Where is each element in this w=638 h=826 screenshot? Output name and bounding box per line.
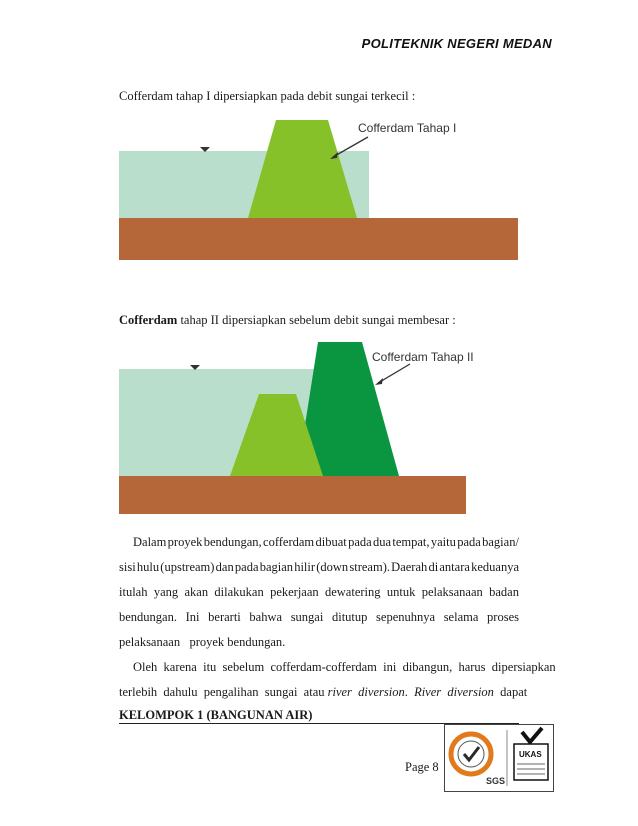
- ukas-text: UKAS: [519, 750, 542, 759]
- pointer-arrow: [378, 364, 410, 383]
- text-run: dapat: [493, 685, 528, 699]
- caption-stage-2-bold: Cofferdam: [119, 313, 178, 327]
- word: akan: [184, 585, 209, 599]
- text-run-italic: river diversion: [327, 685, 405, 699]
- paragraph-2: [119, 655, 556, 705]
- word: di: [428, 560, 439, 574]
- page-number: Page 8: [405, 760, 439, 774]
- word: bagian/: [482, 535, 519, 549]
- word: (down: [316, 560, 349, 574]
- word: pada: [457, 535, 481, 549]
- word: selama: [443, 610, 479, 624]
- word: pekerjaan: [270, 585, 319, 599]
- paragraph-line: [119, 680, 528, 705]
- paragraph-line: [119, 580, 519, 605]
- word: bendungan,: [203, 535, 262, 549]
- word: berarti: [208, 610, 241, 624]
- paragraph-1: [119, 530, 519, 655]
- text-run: terlebih dahulu pengalihan sungai atau: [119, 685, 328, 699]
- word: sisi: [119, 560, 136, 574]
- word: yaitu: [430, 535, 456, 549]
- word: pada: [348, 535, 372, 549]
- word: bendungan.: [119, 610, 177, 624]
- word: cofferdam: [263, 535, 315, 549]
- word: proyek: [167, 535, 203, 549]
- word: dewatering: [324, 585, 381, 599]
- certification-badges: [444, 724, 554, 792]
- header-institution: POLITEKNIK NEGERI MEDAN: [361, 36, 552, 51]
- paragraph-line: [119, 555, 519, 580]
- footer-title: KELOMPOK 1 (BANGUNAN AIR): [119, 708, 313, 722]
- word: stream).: [349, 560, 390, 574]
- word: yang: [153, 585, 179, 599]
- word: pada: [234, 560, 259, 574]
- word: sepenuhnya: [376, 610, 436, 624]
- word: hilir: [294, 560, 316, 574]
- word: antara: [439, 560, 470, 574]
- word: Daerah: [391, 560, 428, 574]
- word: dua: [373, 535, 392, 549]
- text-run: .: [404, 685, 415, 699]
- word: dilakukan: [214, 585, 264, 599]
- paragraph-line: [119, 530, 519, 555]
- text-run-italic: River diversion: [414, 685, 494, 699]
- word: hulu: [136, 560, 160, 574]
- word: badan: [489, 585, 519, 599]
- word: Ini: [185, 610, 200, 624]
- word: Dalam: [133, 535, 167, 549]
- word: itulah: [119, 585, 148, 599]
- word: bagian: [259, 560, 294, 574]
- sgs-text: SGS: [486, 776, 506, 786]
- word: untuk: [386, 585, 416, 599]
- word: sungai: [290, 610, 324, 624]
- word: bahwa: [249, 610, 283, 624]
- word: (upstream): [160, 560, 215, 574]
- word: proses: [487, 610, 519, 624]
- word: dibuat: [315, 535, 347, 549]
- caption-stage-2-rest: tahap II dipersiapkan sebelum debit sungai membesar :: [177, 313, 456, 327]
- paragraph-line: Oleh karena itu sebelum cofferdam-cofferdam ini dibangun, harus dipersiapkan: [133, 660, 556, 674]
- soil-layer: [119, 476, 466, 514]
- paragraph-line: [119, 605, 519, 630]
- word: keduanya: [471, 560, 519, 574]
- word: pelaksanaan proyek bendungan.: [119, 635, 286, 649]
- figure-1-label: Cofferdam Tahap I: [358, 121, 457, 135]
- figure-2-label: Cofferdam Tahap II: [372, 350, 474, 364]
- word: ditutup: [331, 610, 368, 624]
- word: pelaksanaan: [421, 585, 483, 599]
- word: dan: [215, 560, 234, 574]
- caption-stage-1: Cofferdam tahap I dipersiapkan pada debit sungai terkecil :: [119, 89, 416, 103]
- paragraph-line: [119, 630, 519, 655]
- word: tempat,: [392, 535, 430, 549]
